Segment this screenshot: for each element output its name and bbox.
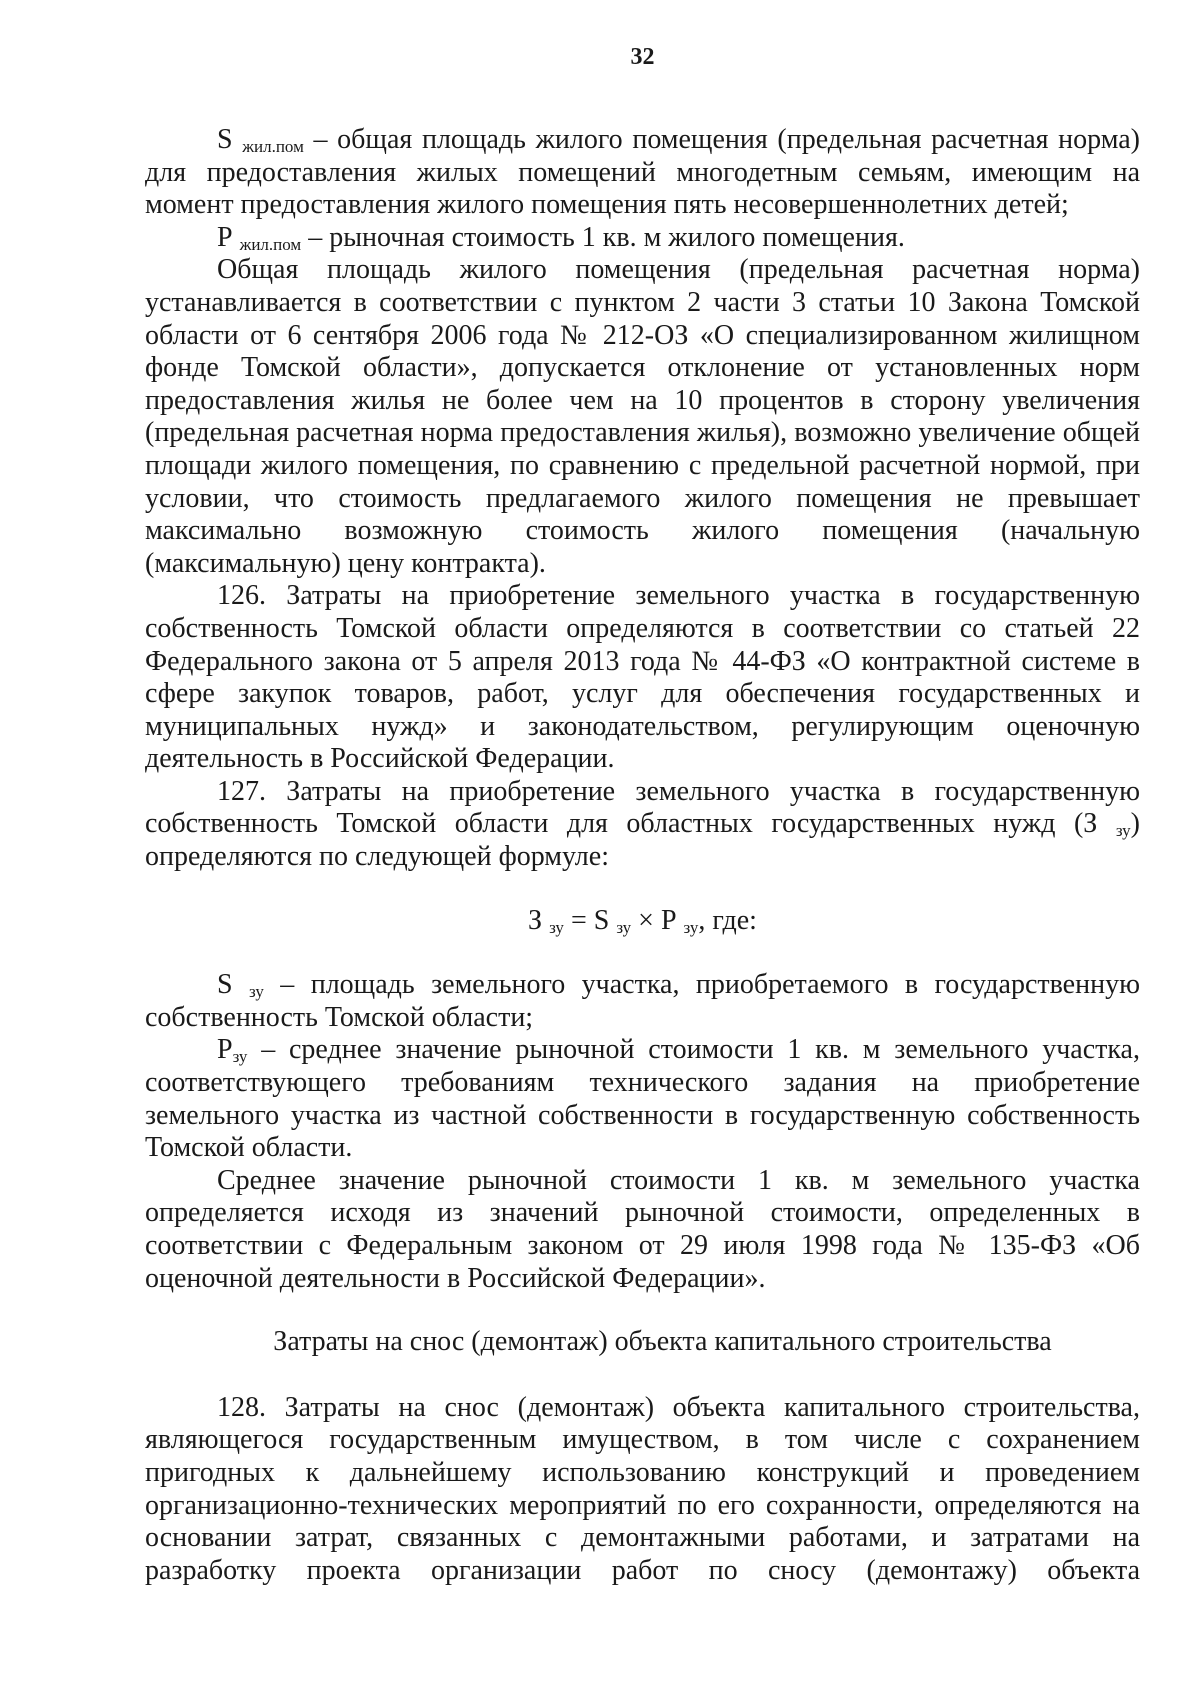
paragraph-128: 128. Затраты на снос (демонтаж) объекта капитального строительства, являющегося государственным имуществом, в том числе с сохранением пригодных к дальнейшему использованию конструкций и проведением организационно-технических мероприятий по его сохранности, определяются на основании затрат, связанных с демонтажными работами, и затратами на разработку проекта организации работ по сносу (демонтажу) объекта (145, 1391, 1140, 1586)
page-number: 32 (630, 44, 655, 70)
subscript-zu: зу (549, 917, 564, 937)
document-body (145, 124, 1140, 1587)
paragraph-126: 126. Затраты на приобретение земельного участка в государственную собственность Томской области определяются в соответствии со статьей 22 Федерального закона от 5 апреля 2013 года № 44-ФЗ «О контрактной системе в сфере закупок товаров, работ, услуг для обеспечения государственных и муниципальных нужд» и законодательством, регулирующим оценочную деятельность в Российской Федерации. (145, 580, 1140, 775)
formula-equals-s: = S (563, 904, 617, 936)
subscript-zhil-pom: жил.пом (242, 137, 304, 156)
paragraph-average-value: Среднее значение рыночной стоимости 1 кв. м земельного участка определяется исходя из значений рыночной стоимости, определенных в соответствии с Федеральным законом от 29 июля 1998 года № 135-ФЗ «Об оценочной деятельности в Российской Федерации». (145, 1164, 1140, 1294)
definition-text: – площадь земельного участка, приобретаемого в государственную собственность Томской области; (145, 969, 1140, 1033)
variable-p: Р (217, 1034, 233, 1066)
formula-tail: , где: (698, 904, 757, 936)
subscript-zu: зу (683, 917, 699, 937)
subscript-zu: зу (1115, 821, 1131, 841)
subscript-zu: зу (616, 917, 632, 937)
subscript-zhil-pom: жил.пом (239, 234, 302, 254)
paragraph-p-zu-definition (145, 1034, 1140, 1164)
paragraph-p-definition (145, 222, 1140, 255)
definition-text: – среднее значение рыночной стоимости 1 кв. м земельного участка, соответствующего требованиям технического задания на приобретение земельного участка из частной собственности в государственную собственность Томской области. (145, 1034, 1140, 1164)
formula (145, 905, 1140, 938)
definition-text: – общая площадь жилого помещения (предельная расчетная норма) для предоставления жилых помещений многодетным семьям, имеющим на момент предоставления жилого помещения пять несовершеннолетних детей; (145, 124, 1141, 221)
paragraph-127-text: 127. Затраты на приобретение земельного участка в государственную собственность Томской области для областных государственных нужд (З (145, 775, 1140, 840)
formula-times-p: × Р (631, 904, 684, 936)
variable-s: S (217, 124, 233, 155)
paragraph-s-definition (145, 124, 1140, 222)
paragraph-127-end: ) определяются по следующей формуле: (145, 808, 1140, 873)
definition-text: – рыночная стоимость 1 кв. м жилого помещения. (301, 221, 905, 253)
formula-lhs: З (528, 904, 550, 936)
variable-p: Р (217, 221, 233, 253)
variable-s: S (217, 969, 249, 1001)
subscript-zu: зу (232, 1047, 248, 1067)
paragraph-s-zu-definition (145, 969, 1140, 1034)
subscript-zu: зу (249, 982, 264, 1002)
paragraph-general-area: Общая площадь жилого помещения (предельная расчетная норма) устанавливается в соответствии с пунктом 2 части 3 статьи 10 Закона Томской области от 6 сентября 2006 года № 212-ОЗ «О специализированном жилищном фонде Томской области», допускается отклонение от установленных норм предоставления жилья не более чем на 10 процентов в сторону увеличения (предельная расчетная норма предоставления жилья), возможно увеличение общей площади жилого помещения, по сравнению с предельной расчетной нормой, при условии, что стоимость предлагаемого жилого помещения не превышает максимально возможную стоимость жилого помещения (начальную (максимальную) цену контракта). (145, 254, 1140, 579)
paragraph-127 (145, 776, 1140, 874)
section-heading: Затраты на снос (демонтаж) объекта капитального строительства (273, 1326, 1052, 1358)
